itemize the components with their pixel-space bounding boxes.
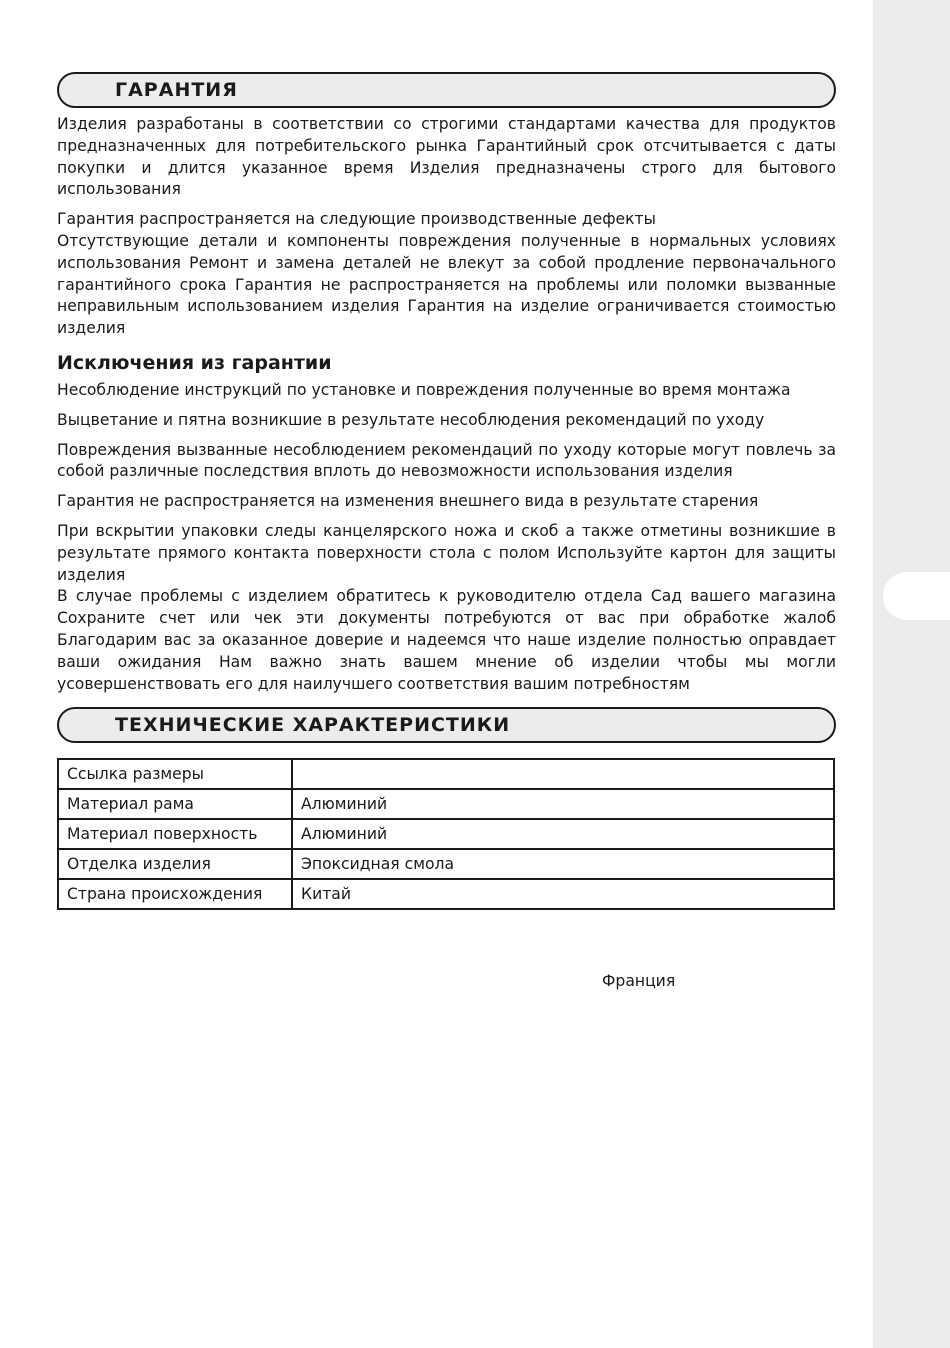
exclusion-item: Повреждения вызванные несоблюдением рекомендаций по уходу которые могут повлечь за собой различные последствия вплоть до невозможности использования изделия <box>57 440 836 481</box>
spec-value: Алюминий <box>292 789 834 819</box>
exclusion-item: В случае проблемы с изделием обратитесь к руководителю отдела Сад вашего магазина Сохраните счет или чек эти документы потребуются от вас при обработке жалоб Благодарим вас за оказанное доверие и надеемся что наше изделие полностью оправдает ваши ожидания Нам важно знать вашем мнение об изделии чтобы мы могли усовершенствовать его для наилучшего соответствия вашим потребностям <box>57 587 836 693</box>
spec-value: Китай <box>292 879 834 909</box>
warranty-paragraph: Изделия разработаны в соответствии со строгими стандартами качества для продуктов предназначенных для потребительского рынка Гарантийный срок отсчитывается с даты покупки и длится указанное время Изделия предназначены строго для бытового использования <box>57 115 836 199</box>
side-page-tab <box>883 572 950 620</box>
table-row <box>58 789 834 819</box>
exclusion-item: Несоблюдение инструкций по установке и повреждения полученные во время монтажа <box>57 380 791 399</box>
exclusion-item: При вскрытии упаковки следы канцелярского ножа и скоб а также отметины возникшие в результате прямого контакта поверхности стола с полом Используйте картон для защиты изделия <box>57 521 836 584</box>
spec-value <box>292 759 834 789</box>
warranty-header <box>57 72 836 108</box>
specs-header-title: ТЕХНИЧЕСКИЕ ХАРАКТЕРИСТИКИ <box>115 714 511 737</box>
side-margin-strip <box>873 0 950 1348</box>
warranty-paragraph: Гарантия распространяется на следующие производственные дефекты <box>57 210 656 229</box>
country-text: Франция <box>602 972 676 990</box>
spec-label: Отделка изделия <box>58 849 292 879</box>
specs-header <box>57 707 836 743</box>
table-row <box>58 849 834 879</box>
exclusion-item: Гарантия не распространяется на изменения внешнего вида в результате старения <box>57 492 759 511</box>
warranty-header-title: ГАРАНТИЯ <box>115 79 238 101</box>
table-row <box>58 759 834 789</box>
specs-table <box>57 758 835 910</box>
exclusion-item: Выцветание и пятна возникшие в результате несоблюдения рекомендаций по уходу <box>57 410 765 429</box>
exclusions-title: Исключения из гарантии <box>57 351 332 374</box>
table-row <box>58 819 834 849</box>
page-content <box>57 72 836 910</box>
spec-label: Страна происхождения <box>58 879 292 909</box>
spec-label: Материал поверхность <box>58 819 292 849</box>
spec-label: Ссылка размеры <box>58 759 292 789</box>
spec-value: Алюминий <box>292 819 834 849</box>
spec-label: Материал рама <box>58 789 292 819</box>
table-row <box>58 879 834 909</box>
spec-value: Эпоксидная смола <box>292 849 834 879</box>
warranty-paragraph: Отсутствующие детали и компоненты повреждения полученные в нормальных условиях использования Ремонт и замена деталей не влекут за собой продление первоначального гарантийного срока Гарантия не распространяется на проблемы или поломки вызванные неправильным использованием изделия Гарантия на изделие ограничивается стоимостью изделия <box>57 231 836 338</box>
